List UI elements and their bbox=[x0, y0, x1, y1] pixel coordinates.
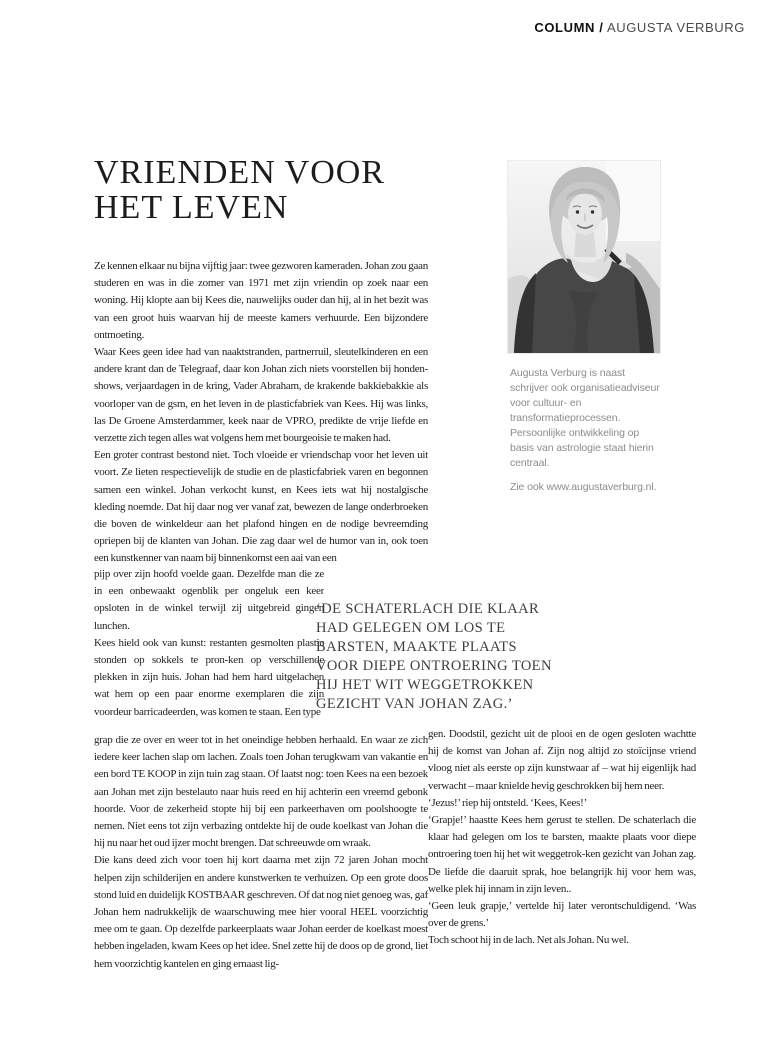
page-header bbox=[534, 20, 745, 35]
paragraph: gen. Doodstil, gezicht uit de plooi en de ogen gesloten wachtte hij de komst van Johan af. Zijn nog altijd zo stoïcijnse vriend vloog niet als eerste op zijn kunstwaar af – wat hij eigenlijk had verwacht – maar knielde hevig geschrokken bij hem neer. bbox=[428, 728, 696, 792]
pull-quote-line: HIJ HET WIT WEGGETROKKEN bbox=[316, 677, 534, 693]
header-author-label: AUGUSTA VERBURG bbox=[606, 20, 745, 35]
pull-quote-line: GEZICHT VAN JOHAN ZAG.’ bbox=[316, 696, 513, 712]
header-section-label: COLUMN / bbox=[534, 20, 604, 35]
article-narrow-column bbox=[94, 566, 324, 738]
pull-quote-line: BARSTEN, MAAKTE PLAATS bbox=[316, 639, 517, 655]
article-title bbox=[94, 155, 385, 225]
paragraph: Toch schoot hij in de lach. Net als Johan. Nu wel. bbox=[428, 934, 629, 947]
author-portrait-photo bbox=[508, 161, 660, 353]
paragraph: Een groter contrast bestond niet. Toch vloeide er vriendschap voor het leven uit voort. Ze lieten respectievelijk de studie en de plasticfabriek varen en begonnen samen een winkel. Johan verkocht kunst, en Kees iets wat hij nostalgische kleding noemde. Dat hij daar nog ver vanaf zat, bewezen de lange onderbroeken die boven de winkeldeur aan het plafond hingen en de nodige bevreemding opriepen bij de klanten van Johan. Die zag daar wel de humor van in, ook toen een kunstkenner van naam bij binnenkomst een aai van een bbox=[94, 449, 428, 565]
paragraph: Waar Kees geen idee had van naaktstranden, partnerruil, sleutelkinderen en een andere krant dan de Telegraaf, daar kon Johan zich niets voorstellen bij honden-shows, verjaardagen in de kring, Vader Abraham, de krakende bakkiebakkie als voorloper van de gsm, en het leven in de plasticfabriek van Kees. Hij was links, las De Groene Amsterdammer, keek naar de VPRO, predikte de vrije liefde en verzette zich tegen alles wat volgens hem met bourgeoisie te maken had. bbox=[94, 346, 428, 445]
pull-quote-line: VOOR DIEPE ONTROERING TOEN bbox=[316, 658, 552, 674]
portrait-illustration bbox=[508, 161, 660, 353]
title-line-2: HET LEVEN bbox=[94, 189, 289, 226]
article-bottom-right-column bbox=[428, 726, 696, 984]
paragraph: ‘Geen leuk grapje,’ vertelde hij later verontschuldigend. ‘Was over de grens.’ bbox=[428, 900, 696, 930]
paragraph: grap die ze over en weer tot in het oneindige hebben herhaald. En waar ze zich iedere keer lachen slap om lachen. Zoals toen Johan terugkwam van vakantie en een bord TE KOOP in zijn tuin zag staan. Of laatst nog: toen Kees na een bezoek aan Johan met zijn bestelauto naar huis reed en hij achterin een vreemd gebonk hoorde. Voor de zekerheid stopte hij bij een parkeerhaven om poolshoogte te nemen. Niet eens tot zijn verbazing ontdekte hij de oude koelkast van Johan die hij nu naar het oud ijzer mocht brengen. Dat schreeuwde om wraak. bbox=[94, 734, 428, 850]
article-bottom-left-column bbox=[94, 732, 428, 990]
pull-quote bbox=[316, 600, 606, 714]
author-bio-caption bbox=[510, 366, 662, 495]
paragraph: ‘Grapje!’ haastte Kees hem gerust te stellen. De schaterlach die klaar had gelegen om los te barsten, maakte plaats voor diepe ontroering toen hij het wit weggetrok-ken gezicht van Johan zag. De liefde die daaruit sprak, hoe belangrijk hij voor hem was, welke plek hij innam in zijn leven.. bbox=[428, 814, 696, 895]
paragraph: pijp over zijn hoofd voelde gaan. Dezelfde man die ze in een onbewaakt ogenblik per ongeluk een keer opsloten in de winkel terwijl zij uitgebreid gingen lunchen. bbox=[94, 568, 324, 632]
paragraph: Kees hield ook van kunst: restanten gesmolten plastic stonden op sokkels te pron-ken op verschillende plekken in zijn huis. Johan had hem hard uitgelachen wat hem op een paar enorme exemplaren die zijn voordeur barricadeerden, was komen te staan. Een type bbox=[94, 636, 324, 718]
author-website-text: Zie ook www.augustaverburg.nl. bbox=[510, 481, 657, 493]
article-intro-column bbox=[94, 258, 428, 568]
paragraph: Die kans deed zich voor toen hij kort daarna met zijn 72 jaren Johan mocht helpen zijn schilderijen en andere kunstwerken te verhuizen. Op een grote doos stond luid en duidelijk KOSTBAAR geschreven. Of dat nog niet genoeg was, gaf Johan hem nadrukkelijk de waarschuwing mee hier vooral HEEL voorzichtig mee om te gaan. Op dezelfde parkeerplaats waar Johan eerder de koelkast moest hebben ingeladen, kwam Kees op het idee. Snel zette hij de doos op de grond, liet hem voorzichtig kantelen en ging ernaast lig- bbox=[94, 854, 428, 970]
author-bio-text: Augusta Verburg is naast schrijver ook organisatieadviseur voor cultuur- en transformatieprocessen. Persoonlijke ontwikkeling op basis van astrologie staat hierin centraal. bbox=[510, 367, 660, 469]
pull-quote-line: HAD GELEGEN OM LOS TE bbox=[316, 620, 506, 636]
paragraph: ‘Jezus!’ riep hij ontsteld. ‘Kees, Kees!’ bbox=[428, 796, 588, 809]
pull-quote-line: ‘DE SCHATERLACH DIE KLAAR bbox=[316, 601, 540, 617]
title-line-1: VRIENDEN VOOR bbox=[94, 154, 385, 191]
paragraph: Ze kennen elkaar nu bijna vijftig jaar: twee gezworen kameraden. Johan zou gaan studeren en was in die zomer van 1971 met zijn vriendin op zoek naar een woning. Hij klopte aan bij Kees die, nauwelijks ouder dan hij, al in het bezit was van een groot huis waarvan hij de meeste kamers verhuurde. Een bijzondere ontmoeting. bbox=[94, 260, 428, 341]
